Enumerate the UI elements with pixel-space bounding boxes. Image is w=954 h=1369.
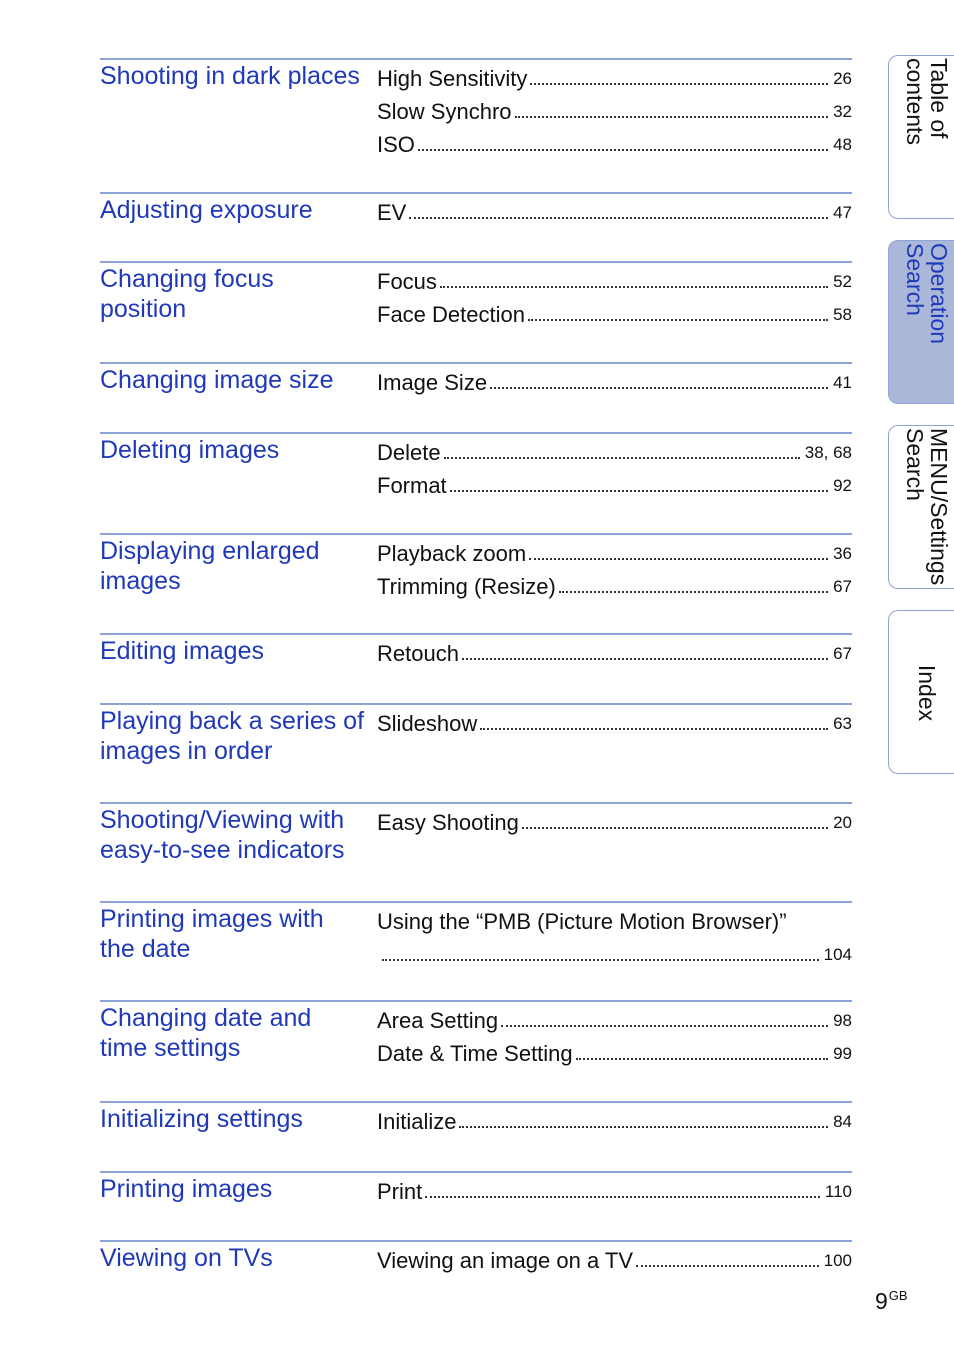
index-section [100, 633, 852, 666]
entry-label: ISO [377, 132, 415, 157]
tab-table-of-contents[interactable] [888, 55, 954, 219]
index-entry[interactable] [377, 537, 852, 570]
tab-label: Index [914, 664, 940, 722]
entry-label: High Sensitivity [377, 66, 528, 91]
entry-list [377, 806, 852, 839]
entry-label: Slideshow [377, 711, 478, 736]
index-section [100, 261, 852, 327]
section-topic: Viewing on TVs [100, 1244, 273, 1272]
entry-page-link[interactable]: 48 [833, 135, 852, 154]
dot-leader [522, 827, 828, 829]
dot-leader [418, 149, 828, 151]
entry-list [377, 707, 852, 740]
section-topic: Playing back a series of images in order [100, 707, 365, 765]
section-topic: Adjusting exposure [100, 196, 313, 224]
entry-list [377, 1175, 852, 1208]
section-topic: Shooting/Viewing with easy-to-see indicators [100, 806, 345, 864]
index-section [100, 901, 852, 964]
entry-page-link[interactable]: 36 [833, 544, 852, 563]
entry-label: Format [377, 473, 447, 498]
dot-leader [450, 490, 828, 492]
dot-leader [636, 1265, 819, 1267]
entry-label: Slow Synchro [377, 99, 512, 124]
dot-leader [425, 1196, 820, 1198]
index-entry[interactable] [377, 265, 852, 298]
entry-page-link[interactable]: 67 [833, 577, 852, 596]
tab-label: Table of contents [902, 58, 952, 145]
entry-page-link[interactable]: 98 [833, 1011, 852, 1030]
entry-label: Delete [377, 440, 441, 465]
index-entry[interactable] [377, 62, 852, 95]
index-entry[interactable] [377, 128, 852, 161]
page-number [875, 1288, 908, 1315]
tab-label: Operation Search [902, 243, 952, 345]
entry-page-link[interactable]: 104 [823, 945, 852, 964]
entry-label: Image Size [377, 370, 488, 395]
index-entry[interactable] [377, 905, 852, 971]
entry-list [377, 62, 852, 161]
dot-leader [501, 1025, 828, 1027]
section-topic: Displaying enlarged images [100, 537, 320, 595]
index-section [100, 1000, 852, 1066]
entry-label: Trimming (Resize) [377, 574, 556, 599]
entry-list [377, 265, 852, 331]
dot-leader [515, 116, 829, 118]
dot-leader [382, 959, 819, 961]
entry-list [377, 1244, 852, 1277]
dot-leader [490, 387, 828, 389]
entry-list [377, 1004, 852, 1070]
entry-label: Print [377, 1179, 423, 1204]
entry-label: Retouch [377, 641, 459, 666]
dot-leader [480, 728, 828, 730]
entry-label: Area Setting [377, 1008, 499, 1033]
index-section [100, 1171, 852, 1204]
dot-leader [530, 83, 828, 85]
page-number-value: 9 [875, 1288, 888, 1314]
index-entry[interactable] [377, 707, 852, 740]
entry-list [377, 436, 852, 502]
entry-list [377, 1105, 852, 1138]
dot-leader [409, 217, 828, 219]
index-entry[interactable] [377, 1175, 852, 1208]
index-entry[interactable] [377, 806, 852, 839]
index-entry[interactable] [377, 366, 852, 399]
entry-page-link[interactable]: 52 [833, 272, 852, 291]
entry-list [377, 905, 852, 971]
entry-page-link[interactable]: 32 [833, 102, 852, 121]
tab-label: MENU/Settings Search [902, 428, 952, 586]
dot-leader [576, 1058, 828, 1060]
entry-page-link[interactable]: 58 [833, 305, 852, 324]
tab-operation-search[interactable] [888, 240, 954, 404]
entry-page-link[interactable]: 41 [833, 373, 852, 392]
index-entry[interactable] [377, 570, 852, 603]
entry-page-link[interactable]: 100 [823, 1251, 852, 1270]
entry-page-link[interactable]: 63 [833, 714, 852, 733]
dot-leader [559, 591, 828, 593]
index-entry[interactable] [377, 196, 852, 229]
section-topic: Editing images [100, 637, 264, 665]
section-topic: Changing focus position [100, 265, 274, 323]
dot-leader [440, 286, 828, 288]
index-section [100, 533, 852, 599]
dot-leader [528, 319, 828, 321]
index-entry[interactable] [377, 469, 852, 502]
entry-page-link[interactable]: 20 [833, 813, 852, 832]
entry-label: Using the “PMB (Picture Motion Browser)” [377, 909, 787, 934]
entry-label: Viewing an image on a TV [377, 1248, 634, 1273]
index-section [100, 58, 852, 157]
entry-page-link[interactable]: 47 [833, 203, 852, 222]
entry-list [377, 537, 852, 603]
entry-list [377, 637, 852, 670]
section-topic: Printing images [100, 1175, 273, 1203]
index-entry[interactable] [377, 95, 852, 128]
tab-index[interactable] [888, 610, 954, 774]
tab-menu-settings-search[interactable] [888, 425, 954, 589]
section-topic: Printing images with the date [100, 905, 324, 963]
section-topic: Changing date and time settings [100, 1004, 312, 1062]
entry-label: Initialize [377, 1109, 457, 1134]
index-entry[interactable] [377, 637, 852, 670]
entry-label: Focus [377, 269, 437, 294]
dot-leader [459, 1126, 828, 1128]
entry-page-link[interactable]: 84 [833, 1112, 852, 1131]
entry-list [377, 366, 852, 399]
entry-label: Easy Shooting [377, 810, 519, 835]
entry-label: Face Detection [377, 302, 525, 327]
index-section [100, 192, 852, 225]
entry-page-link[interactable]: 26 [833, 69, 852, 88]
entry-label: Date & Time Setting [377, 1041, 573, 1066]
entry-page-link[interactable]: 67 [833, 644, 852, 663]
entry-label: Playback zoom [377, 541, 527, 566]
entry-page-link[interactable]: 99 [833, 1044, 852, 1063]
index-entry[interactable] [377, 436, 852, 469]
dot-leader [529, 558, 828, 560]
index-entry[interactable] [377, 1004, 852, 1037]
section-topic: Deleting images [100, 436, 280, 464]
page-number-suffix: GB [888, 1288, 908, 1303]
index-entry[interactable] [377, 1037, 852, 1070]
entry-label: EV [377, 200, 407, 225]
index-section [100, 802, 852, 864]
index-entry[interactable] [377, 298, 852, 331]
index-entry[interactable] [377, 1105, 852, 1138]
entry-page-link[interactable]: 92 [833, 476, 852, 495]
index-section [100, 1240, 852, 1273]
section-topic: Shooting in dark places [100, 62, 360, 90]
index-section [100, 1101, 852, 1134]
index-section [100, 362, 852, 395]
dot-leader [444, 457, 800, 459]
section-topic: Changing image size [100, 366, 334, 394]
index-entry[interactable] [377, 1244, 852, 1277]
entry-page-link[interactable]: 110 [824, 1182, 852, 1201]
entry-list [377, 196, 852, 229]
section-topic: Initializing settings [100, 1105, 303, 1133]
entry-page-link[interactable]: 38, 68 [804, 443, 852, 462]
index-section [100, 703, 852, 765]
index-section [100, 432, 852, 498]
dot-leader [462, 658, 828, 660]
